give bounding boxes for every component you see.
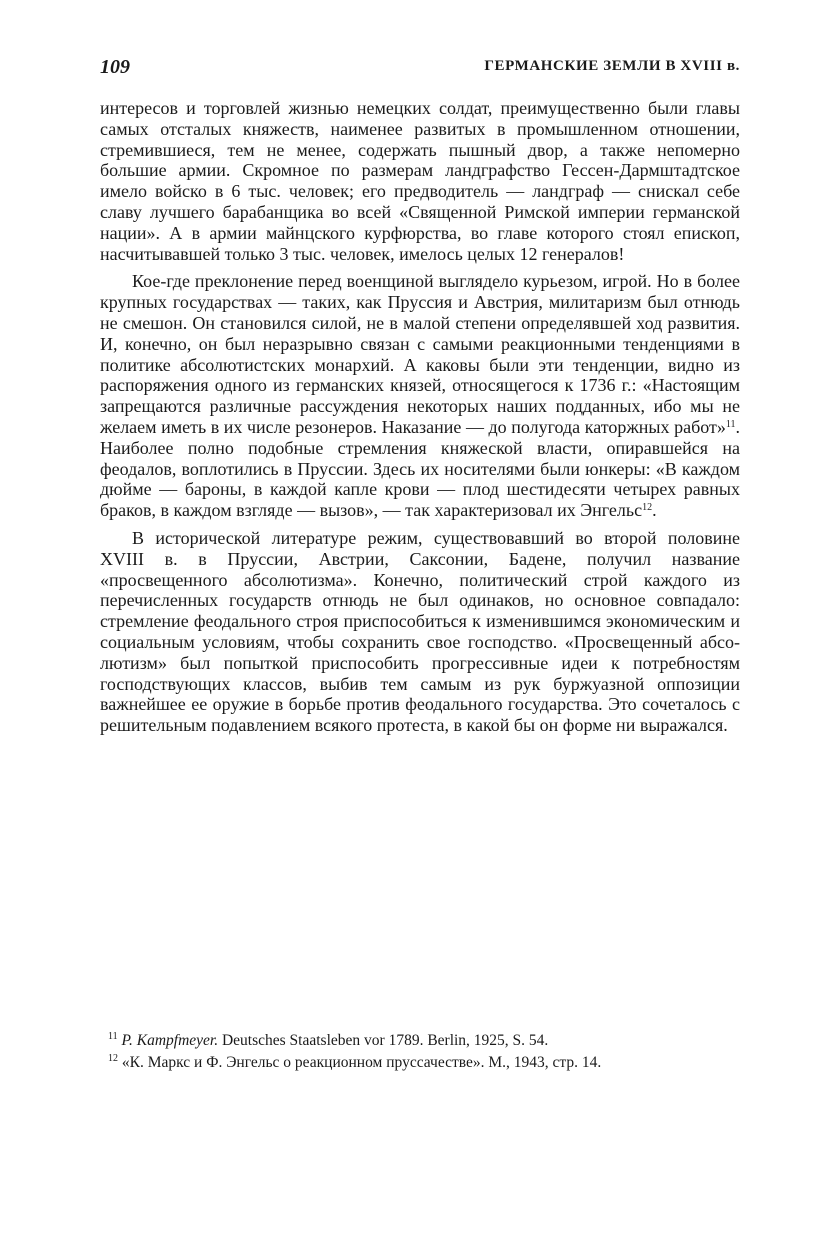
footnote-ref-11[interactable]: 11	[725, 418, 736, 430]
footnote-12	[100, 1052, 740, 1074]
body-text	[100, 98, 740, 736]
paragraph-2	[100, 271, 740, 521]
running-title: ГЕРМАНСКИЕ ЗЕМЛИ В XVIII в.	[484, 58, 740, 74]
footnote-number: 11	[108, 1031, 118, 1042]
page-number: 109	[100, 56, 130, 78]
paragraph-3-text: В исторической литературе режим, существовавший во второй половине XVIII в. в Пруссии, Австрии, Саксонии, Бадене, получил название «просвещенного абсолютизма». Конечно, политический строй каждого из перечисленных государств отнюдь не был одинаков, но основное совпадало: стремление феодального строя приспособиться к изменившимся экономическим и социальным условиям, чтобы сохранить свое господство. «Просвещенный абсолютизм» был попыткой приспособить прогрессивные идеи к потребностям господствующих классов, выбив тем самым из рук буржуазной оппозиции важнейшее ее оружие в борьбе против феодального государства. Это сочеталось с решительным подавлением всякого протеста, в какой бы он форме ни выражался.	[100, 527, 740, 736]
footnote-text: Deutsches Staatsleben vor 1789. Berlin, 1925, S. 54.	[218, 1032, 549, 1049]
footnotes	[100, 1030, 740, 1074]
footnote-ref-12[interactable]: 12	[642, 502, 653, 514]
footnote-11	[100, 1030, 740, 1052]
footnote-number: 12	[108, 1053, 118, 1064]
footnote-author: P. Kampfmeyer.	[121, 1032, 219, 1049]
running-head	[100, 56, 740, 80]
paragraph-2-text-b: . Наиболее полно подобные стремления княжеской власти, опиравшейся на феодалов, воплотились в Пруссии. Здесь их носителями были юнкеры: «В каждом дюйме — бароны, в каждой капле крови — плод шестидесяти четырех равных браков, в каждом взгляде — вызов», — так характеризовал их Энгельс	[100, 416, 740, 521]
paragraph-2-text-c: .	[652, 500, 657, 521]
paragraph-3	[100, 528, 740, 736]
paragraph-1-text: интересов и торговлей жизнью немецких солдат, преимущественно были главы самых отсталых княжеств, наименее развитых в промышленном отношении, стремившиеся, тем не менее, содержать пышный двор, а также непомерно большие армии. Скромное по размерам ландграфство Гессен-Дармштадтское имело войско в 6 тыс. человек; его предводитель — ландграф — снискал себе славу лучшего барабанщика во всей «Священной Римской империи германской нации». А в армии майнцского курфюрства, во главе которого стоял епископ, насчитывавшей только 3 тыс. человек, имелось целых 12 генералов!	[100, 98, 740, 264]
paragraph-2-text-a: Кое-где преклонение перед военщиной выглядело курьезом, игрой. Но в более крупных государствах — таких, как Пруссия и Австрия, милитаризм был отнюдь не смешон. Он становился силой, не в малой степени определявшей ход развития. И, конечно, он был неразрывно связан с самыми реакционными тенденциями в политике абсолютистских монархий. А каковы были эти тенденции, видно из распоряжения одного из германских князей, относящегося к 1736 г.: «Настоящим запрещаются различные рассуждения некоторых наших подданных, ибо мы не желаем иметь в их числе резонеров. Наказание — до полугода каторжных работ»	[100, 271, 740, 437]
footnote-text: «К. Маркс и Ф. Энгельс о реакционном пруссачестве». М., 1943, стр. 14.	[118, 1054, 602, 1071]
paragraph-1	[100, 98, 740, 264]
